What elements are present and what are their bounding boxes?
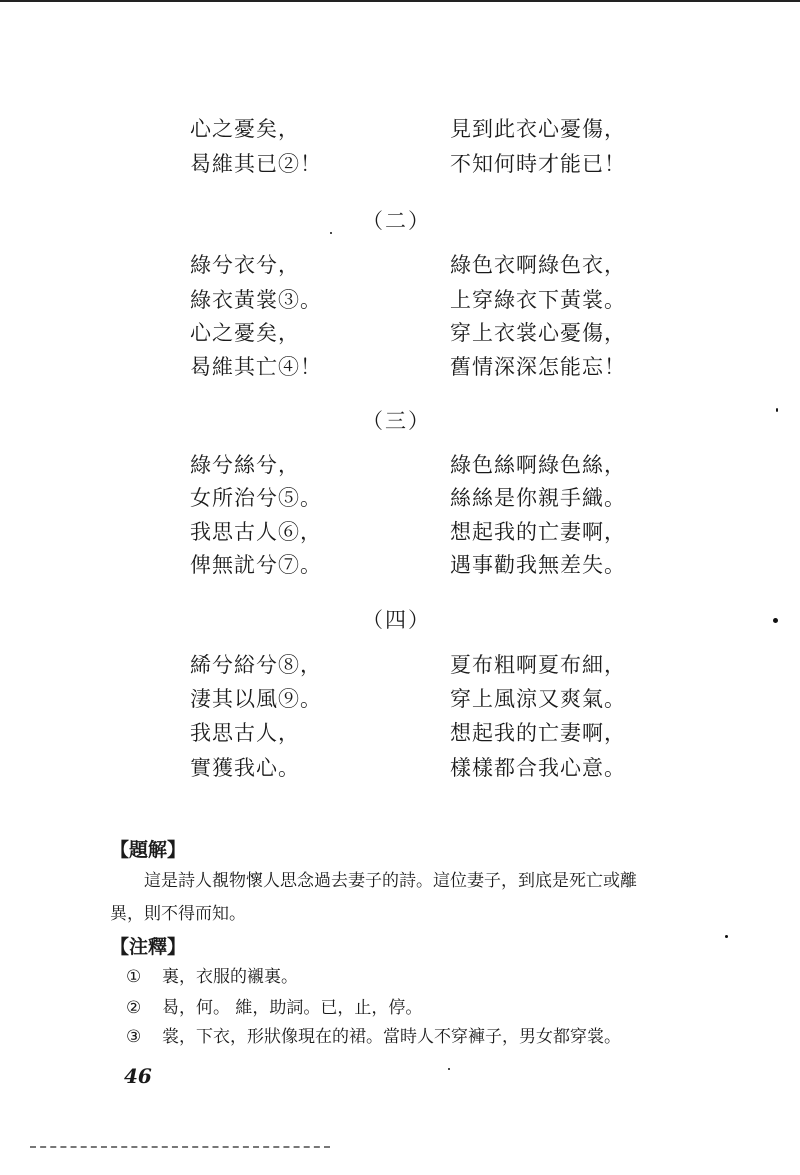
scan-speck — [330, 232, 332, 234]
poem-line-original: 綠兮衣兮， — [190, 253, 300, 277]
poem-line-translation: 穿上風涼又爽氣。 — [450, 687, 626, 711]
poem-line-translation: 不知何時才能已！ — [450, 152, 626, 176]
note-item — [126, 1022, 621, 1047]
explanation-heading: 【題解】 — [110, 839, 187, 861]
poem-line-original: 女所治兮⑤。 — [190, 486, 322, 510]
note-text: 裳，下衣，形狀像現在的裙。當時人不穿褲子，男女都穿裳。 — [162, 1027, 621, 1047]
poem-line-original: 絺兮綌兮⑧， — [190, 653, 322, 677]
top-border — [0, 0, 800, 2]
poem-line-translation: 絲絲是你親手織。 — [450, 486, 626, 510]
poem-line-translation: 想起我的亡妻啊， — [450, 721, 626, 745]
stanza-title: （三） — [362, 409, 431, 433]
explanation-text — [110, 865, 670, 931]
poem-line-original: 俾無訧兮⑦。 — [190, 553, 322, 577]
explanation-body: 這是詩人覩物懷人思念過去妻子的詩。這位妻子，到底是死亡或離異，則不得而知。 — [110, 871, 637, 924]
poem-line-translation: 舊情深深怎能忘！ — [450, 355, 626, 379]
note-number: ① — [126, 967, 142, 987]
poem-line-original: 淒其以風⑨。 — [190, 687, 322, 711]
poem-line-translation: 穿上衣裳心憂傷， — [450, 321, 626, 345]
poem-line-translation: 夏布粗啊夏布細， — [450, 653, 626, 677]
bottom-scan-edge — [30, 1146, 330, 1150]
poem-line-original: 實獲我心。 — [190, 756, 300, 780]
poem-line-translation: 想起我的亡妻啊， — [450, 520, 626, 544]
scan-speck — [448, 1068, 450, 1070]
note-text: 裏，衣服的襯裏。 — [162, 967, 298, 987]
poem-line-translation: 綠色衣啊綠色衣， — [450, 253, 626, 277]
poem-line-original: 綠衣黃裳③。 — [190, 288, 322, 312]
poem-line-translation: 上穿綠衣下黃裳。 — [450, 288, 626, 312]
poem-line-original: 心之憂矣， — [190, 321, 300, 345]
note-number: ③ — [126, 1027, 142, 1047]
poem-line-original: 曷維其已②！ — [190, 152, 322, 176]
stanza-title: （二） — [362, 209, 431, 233]
note-item — [126, 993, 422, 1018]
poem-line-translation: 遇事勸我無差失。 — [450, 553, 626, 577]
poem-line-original: 綠兮絲兮， — [190, 453, 300, 477]
note-text: 曷，何。 維，助詞。已，止，停。 — [162, 998, 423, 1018]
poem-line-original: 曷維其亡④！ — [190, 355, 322, 379]
scan-speck — [725, 935, 728, 938]
poem-line-original: 心之憂矣， — [190, 117, 300, 141]
scan-speck — [776, 408, 778, 412]
note-item — [126, 962, 298, 987]
scan-speck — [773, 618, 778, 623]
poem-line-original: 我思古人， — [190, 721, 300, 745]
page-number: 46 — [124, 1064, 152, 1088]
poem-line-translation: 綠色絲啊綠色絲， — [450, 453, 626, 477]
note-number: ② — [126, 998, 142, 1018]
poem-line-original: 我思古人⑥， — [190, 520, 322, 544]
notes-heading: 【注釋】 — [110, 936, 187, 958]
poem-line-translation: 見到此衣心憂傷， — [450, 117, 626, 141]
poem-line-translation: 樣樣都合我心意。 — [450, 756, 626, 780]
stanza-title: （四） — [362, 608, 431, 632]
